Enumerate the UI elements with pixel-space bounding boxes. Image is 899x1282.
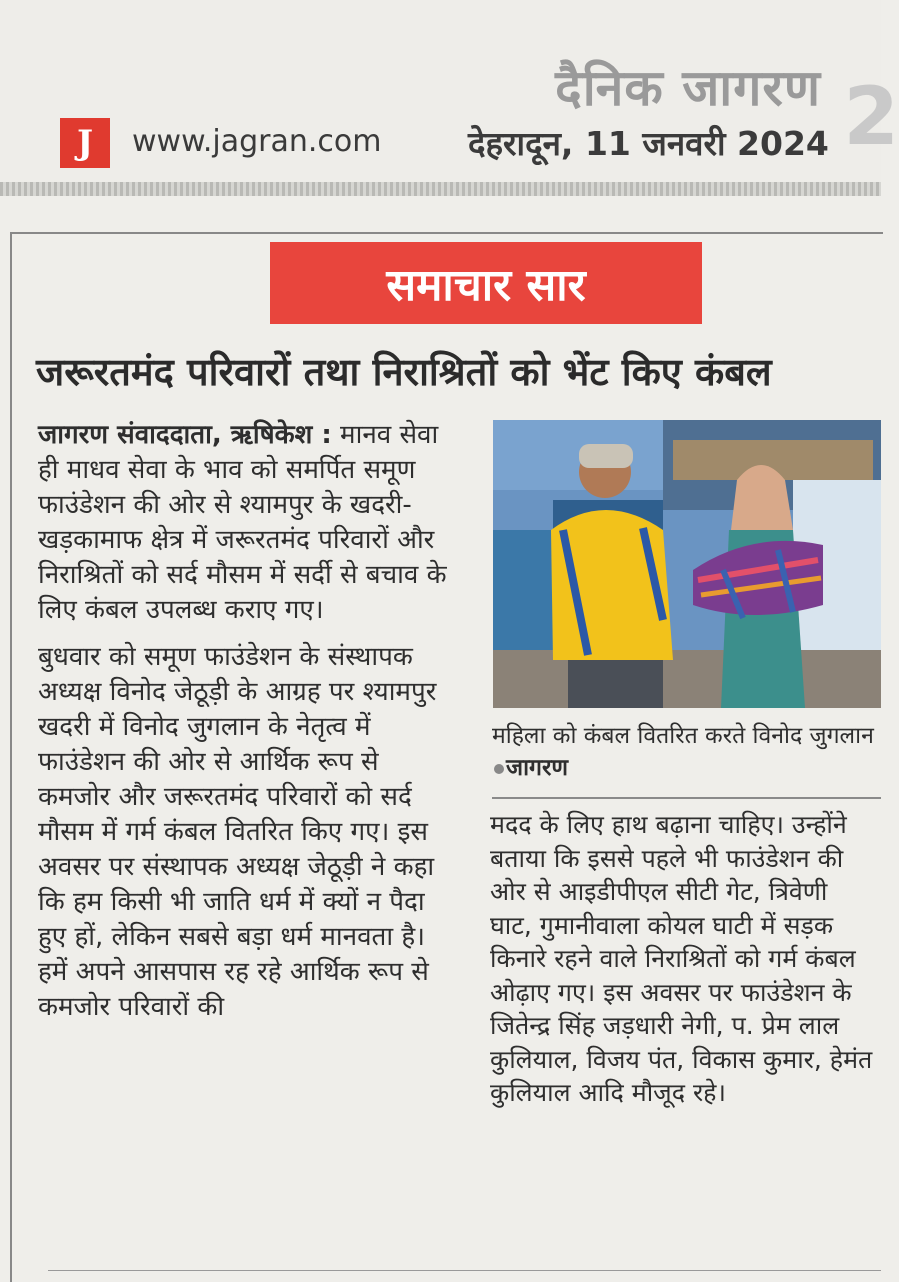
body-paragraph-3: मदद के लिए हाथ बढ़ाना चाहिए। उन्होंने बताया कि इससे पहले भी फाउंडेशन की ओर से आइडीपीएल सीटी गेट, त्रिवेणी घाट, गुमानीवाला कोयल घाटी में सड़क किनारे रहने वाले निराश्रितों को गर्म कंबल ओढ़ाए गए। इस अवसर पर फाउंडेशन के जितेन्द्र सिंह जड़धारी नेगी, प. प्रेम लाल कुलियाल, विजय पंत, विकास कुमार, हेमंत कुलियाल आदि मौजूद रहे।	[490, 810, 873, 1107]
news-photo	[493, 420, 881, 708]
photo-credit: जागरण	[506, 755, 569, 781]
jagran-j-logo-icon: J	[60, 118, 110, 168]
caption-rule	[492, 797, 881, 799]
caption-text: महिला को कंबल वितरित करते विनोद जुगलान	[492, 723, 874, 749]
byline: जागरण संवाददाता, ऋषिकेश :	[38, 420, 332, 450]
site-url: www.jagran.com	[132, 124, 382, 159]
right-column	[490, 808, 875, 1122]
headline: जरूरतमंद परिवारों तथा निराश्रितों को भेंट किए कंबल	[36, 350, 772, 394]
bottom-rule	[48, 1270, 881, 1271]
dot-icon	[494, 764, 504, 774]
left-column	[38, 418, 458, 1037]
dateline: देहरादून, 11 जनवरी 2024	[468, 124, 829, 163]
photo-illustration	[493, 420, 881, 708]
photo-caption	[492, 720, 877, 784]
section-banner: समाचार सार	[270, 242, 702, 324]
lead-paragraph	[38, 418, 458, 628]
edge-fragment: 2	[843, 70, 899, 163]
body-paragraph-2: बुधवार को समूण फाउंडेशन के संस्थापक अध्यक्ष विनोद जेठूड़ी के आग्रह पर श्यामपुर खदरी में विनोद जुगलान के नेतृत्व में फाउंडेशन की ओर से आर्थिक रूप से कमजोर और जरूरतमंद परिवारों को सर्द मौसम में गर्म कंबल वितरित किए गए। इस अवसर पर संस्थापक अध्यक्ष जेठूड़ी ने कहा कि हम किसी भी जाति धर्म में क्यों न पैदा हुए हों, लेकिन सबसे बड़ा धर्म मानवता है। हमें अपने आसपास रह रहे आर्थिक रूप से कमजोर परिवारों की	[38, 642, 437, 1022]
paper-name: दैनिक जागरण	[555, 59, 821, 117]
masthead-rule	[0, 182, 881, 196]
masthead	[0, 0, 899, 185]
lead-text: मानव सेवा ही माधव सेवा के भाव को समर्पित समूण फाउंडेशन की ओर से श्यामपुर के खदरी-खड़कामाफ क्षेत्र में जरूरतमंद परिवारों और निराश्रितों को सर्द मौसम में सर्दी से बचाव के लिए कंबल उपलब्ध कराए गए।	[38, 420, 447, 625]
